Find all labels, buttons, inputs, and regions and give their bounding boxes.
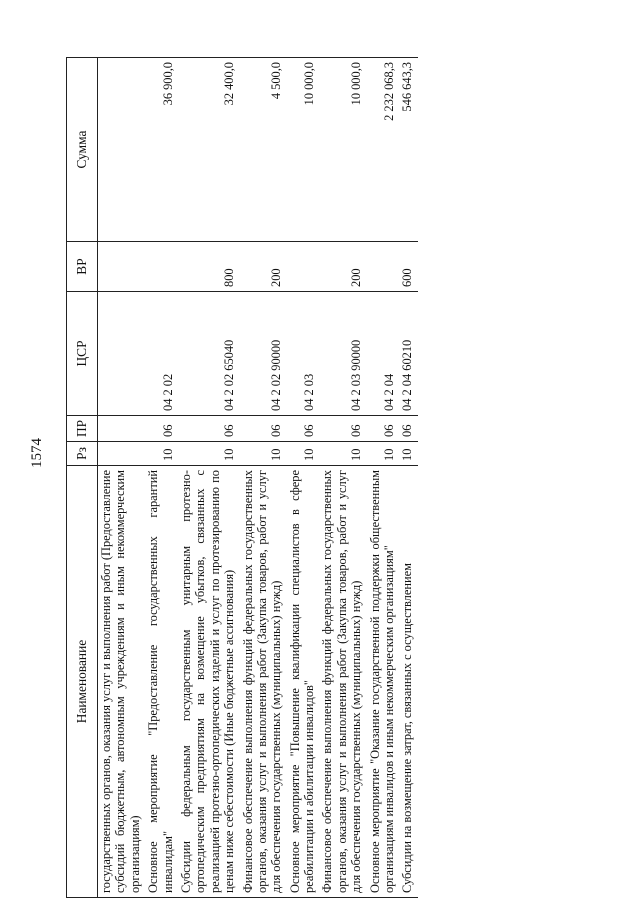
row-vr: [145, 242, 178, 292]
row-pr: [98, 416, 146, 442]
row-rz: 10: [145, 442, 178, 466]
row-rz: 10: [319, 442, 366, 466]
row-sum: 4 500,0: [240, 58, 287, 242]
row-vr: [287, 242, 320, 292]
row-name: Финансовое обеспечение выполнения функций федеральных государственных органов, оказания услуг и выполнения работ (Закупка товаров, работ и услуг для обеспечения государственных (муниципальных) нужд): [319, 466, 366, 898]
row-rz: [98, 442, 146, 466]
row-csr: 04 2 02 90000: [240, 292, 287, 416]
table-row: [240, 58, 287, 898]
row-pr: 06: [240, 416, 287, 442]
table-row: [98, 58, 146, 898]
row-name: Субсидии на возмещение затрат, связанных с осуществлением: [399, 466, 417, 898]
table-row: [287, 58, 320, 898]
row-csr: 04 2 02 65040: [178, 292, 240, 416]
table-row: [319, 58, 366, 898]
header-rz: Рз: [67, 442, 98, 466]
row-csr: 04 2 04 60210: [399, 292, 417, 416]
header-vr: ВР: [67, 242, 98, 292]
row-csr: 04 2 03: [287, 292, 320, 416]
table-row: [367, 58, 400, 898]
header-csr: ЦСР: [67, 292, 98, 416]
row-vr: 200: [240, 242, 287, 292]
row-pr: 06: [287, 416, 320, 442]
row-sum: 2 232 068,3: [367, 58, 400, 242]
row-pr: 06: [367, 416, 400, 442]
row-csr: [98, 292, 146, 416]
row-name: Субсидии федеральным государственным унитарным протезно-ортопедическим предприятиям на возмещение убытков, связанных с реализацией протезно-ортопедических изделий и услуг по протезированию по ценам ниже себестоимости (Иные бюджетные ассигнования): [178, 466, 240, 898]
row-name: Финансовое обеспечение выполнения функций федеральных государственных органов, оказания услуг и выполнения работ (Закупка товаров, работ и услуг для обеспечения государственных (муниципальных) нужд): [240, 466, 287, 898]
row-pr: 06: [145, 416, 178, 442]
row-sum: 10 000,0: [319, 58, 366, 242]
row-rz: 10: [367, 442, 400, 466]
row-csr: 04 2 04: [367, 292, 400, 416]
header-name: Наименование: [67, 466, 98, 898]
header-pr: ПР: [67, 416, 98, 442]
row-csr: 04 2 02: [145, 292, 178, 416]
table-row: [399, 58, 417, 898]
row-pr: 06: [178, 416, 240, 442]
row-name: Основное мероприятие "Повышение квалификации специалистов в сфере реабилитации и абилитации инвалидов": [287, 466, 320, 898]
row-vr: [98, 242, 146, 292]
row-name: Основное мероприятие "Предоставление государственных гарантий инвалидам": [145, 466, 178, 898]
budget-table-container: [66, 58, 610, 898]
row-rz: 10: [399, 442, 417, 466]
row-name: государственных органов, оказания услуг и выполнения работ (Предоставление субсидий бюджетным, автономным учреждениям и иным некоммерческим организациям): [98, 466, 146, 898]
page-number: 1574: [28, 438, 45, 468]
row-vr: 800: [178, 242, 240, 292]
table-header-row: [67, 58, 98, 898]
row-pr: 06: [319, 416, 366, 442]
row-vr: 200: [319, 242, 366, 292]
budget-table: [66, 57, 418, 898]
row-sum: 36 900,0: [145, 58, 178, 242]
row-rz: 10: [240, 442, 287, 466]
row-rz: 10: [287, 442, 320, 466]
row-name: Основное мероприятие "Оказание государственной поддержки общественным организациям инвалидов и иным некоммерческим организациям": [367, 466, 400, 898]
row-sum: [98, 58, 146, 242]
row-sum: 32 400,0: [178, 58, 240, 242]
row-pr: 06: [399, 416, 417, 442]
table-row: [178, 58, 240, 898]
row-sum: 10 000,0: [287, 58, 320, 242]
row-sum: 546 643,3: [399, 58, 417, 242]
row-vr: 600: [399, 242, 417, 292]
header-sum: Сумма: [67, 58, 98, 242]
row-vr: [367, 242, 400, 292]
row-csr: 04 2 03 90000: [319, 292, 366, 416]
row-rz: 10: [178, 442, 240, 466]
table-row: [145, 58, 178, 898]
